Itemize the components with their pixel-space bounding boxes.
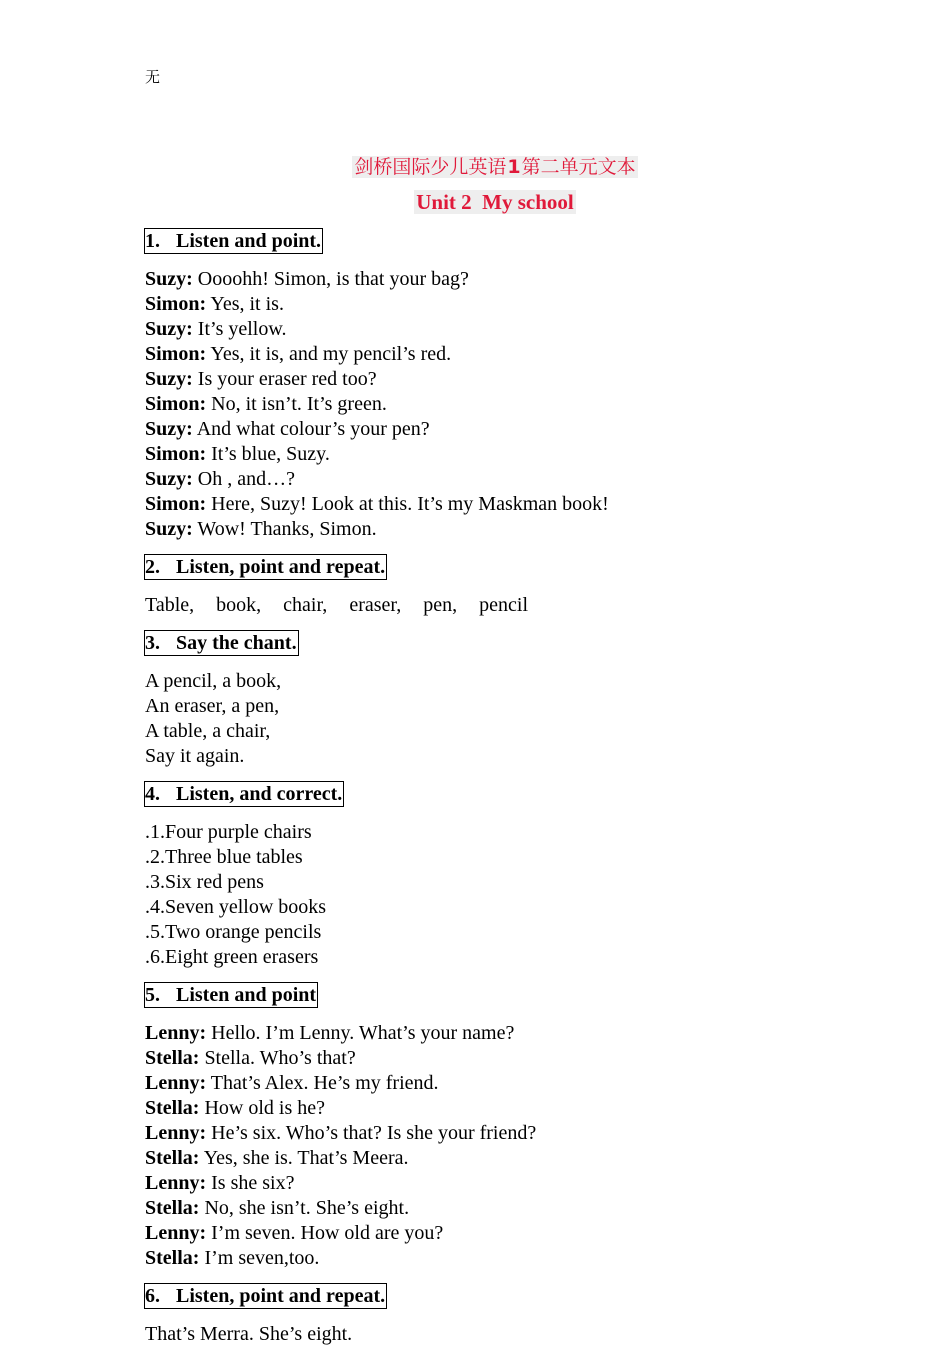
title-cn-number: 1 xyxy=(507,156,521,178)
title-en-text: Unit 2 My school xyxy=(416,190,574,214)
line-text: He’s six. Who’s that? Is she your friend? xyxy=(206,1122,537,1144)
word-item: chair, xyxy=(283,594,328,616)
text-line xyxy=(145,1221,865,1246)
line-text: .4.Seven yellow books xyxy=(145,896,327,918)
section-title: Listen, and correct. xyxy=(176,783,343,805)
line-text: Hello. I’m Lenny. What’s your name? xyxy=(206,1022,515,1044)
text-line xyxy=(145,1096,865,1121)
line-text: A table, a chair, xyxy=(145,720,271,742)
text-line xyxy=(145,417,865,442)
text-line xyxy=(145,1021,865,1046)
title-cn-part1: 剑桥国际少儿英语 xyxy=(354,156,507,178)
line-text: That’s Merra. She’s eight. xyxy=(145,1323,353,1345)
text-line xyxy=(145,920,865,945)
text-line xyxy=(145,1171,865,1196)
text-line xyxy=(145,719,865,744)
line-text: .3.Six red pens xyxy=(145,871,264,893)
text-line xyxy=(145,492,865,517)
text-line xyxy=(145,1246,865,1271)
section-title: Listen, point and repeat. xyxy=(176,556,386,578)
line-text: How old is he? xyxy=(199,1097,325,1119)
text-line xyxy=(145,1071,865,1096)
line-text: It’s yellow. xyxy=(192,318,287,340)
line-text: .5.Two orange pencils xyxy=(145,921,322,943)
speaker-name: Simon: xyxy=(145,293,207,315)
text-line xyxy=(145,342,865,367)
text-line xyxy=(145,317,865,342)
text-line xyxy=(145,517,865,542)
speaker-name: Stella: xyxy=(145,1197,200,1219)
speaker-name: Suzy: xyxy=(145,468,193,490)
section-heading xyxy=(144,630,299,656)
section-heading xyxy=(144,1283,387,1309)
speaker-name: Suzy: xyxy=(145,318,193,340)
text-line xyxy=(145,1146,865,1171)
section-number: 6. xyxy=(145,1285,160,1307)
word-item: Table, xyxy=(145,594,195,616)
text-line xyxy=(145,694,865,719)
speaker-name: Lenny: xyxy=(145,1022,207,1044)
document-title-english xyxy=(0,190,950,215)
text-line xyxy=(145,392,865,417)
text-line xyxy=(145,669,865,694)
title-cn-part2: 第二单元文本 xyxy=(521,156,636,178)
line-text: A pencil, a book, xyxy=(145,670,282,692)
text-block xyxy=(145,1322,865,1347)
line-text: No, she isn’t. She’s eight. xyxy=(199,1197,410,1219)
line-text: Yes, she is. That’s Meera. xyxy=(199,1147,409,1169)
line-text: Is she six? xyxy=(206,1172,295,1194)
speaker-name: Stella: xyxy=(145,1047,200,1069)
text-line xyxy=(145,1322,865,1347)
text-line xyxy=(145,467,865,492)
section-heading xyxy=(144,228,323,254)
text-line xyxy=(145,820,865,845)
text-line xyxy=(145,895,865,920)
speaker-name: Simon: xyxy=(145,343,207,365)
section-number: 4. xyxy=(145,783,160,805)
line-text: I’m seven,too. xyxy=(199,1247,320,1269)
header-note: 无 xyxy=(145,70,161,86)
word-list xyxy=(145,593,865,618)
word-item: pen, xyxy=(423,594,458,616)
speaker-name: Suzy: xyxy=(145,518,193,540)
line-text: .1.Four purple chairs xyxy=(145,821,312,843)
text-line xyxy=(145,845,865,870)
line-text: Stella. Who’s that? xyxy=(199,1047,356,1069)
speaker-name: Stella: xyxy=(145,1147,200,1169)
text-line xyxy=(145,870,865,895)
section-number: 3. xyxy=(145,632,160,654)
speaker-name: Suzy: xyxy=(145,368,193,390)
text-line xyxy=(145,744,865,769)
text-block xyxy=(145,1021,865,1271)
line-text: And what colour’s your pen? xyxy=(192,418,430,440)
speaker-name: Simon: xyxy=(145,443,207,465)
line-text: An eraser, a pen, xyxy=(145,695,280,717)
line-text: Wow! Thanks, Simon. xyxy=(192,518,377,540)
word-item: book, xyxy=(216,594,262,616)
text-line xyxy=(145,442,865,467)
text-block xyxy=(145,820,865,970)
speaker-name: Suzy: xyxy=(145,268,193,290)
section-title: Say the chant. xyxy=(176,632,297,654)
section-number: 1. xyxy=(145,230,160,252)
text-line xyxy=(145,1196,865,1221)
speaker-name: Lenny: xyxy=(145,1172,207,1194)
text-line xyxy=(145,267,865,292)
line-text: Yes, it is. xyxy=(206,293,284,315)
section-number: 2. xyxy=(145,556,160,578)
section-title: Listen, point and repeat. xyxy=(176,1285,386,1307)
section-heading xyxy=(144,554,387,580)
line-text: Say it again. xyxy=(145,745,245,767)
section-title: Listen and point xyxy=(176,984,317,1006)
word-item: pencil xyxy=(479,594,529,616)
text-line xyxy=(145,1121,865,1146)
document-title-chinese xyxy=(0,152,950,179)
section-heading xyxy=(144,781,344,807)
text-line xyxy=(145,945,865,970)
line-text: Oh , and…? xyxy=(192,468,295,490)
line-text: Oooohh! Simon, is that your bag? xyxy=(192,268,469,290)
section-number: 5. xyxy=(145,984,160,1006)
text-block xyxy=(145,267,865,542)
speaker-name: Suzy: xyxy=(145,418,193,440)
word-item: eraser, xyxy=(349,594,402,616)
speaker-name: Lenny: xyxy=(145,1072,207,1094)
speaker-name: Simon: xyxy=(145,393,207,415)
text-line xyxy=(145,292,865,317)
speaker-name: Lenny: xyxy=(145,1222,207,1244)
line-text: I’m seven. How old are you? xyxy=(206,1222,444,1244)
speaker-name: Simon: xyxy=(145,493,207,515)
line-text: .2.Three blue tables xyxy=(145,846,303,868)
section-title: Listen and point. xyxy=(176,230,322,252)
line-text: That’s Alex. He’s my friend. xyxy=(206,1072,439,1094)
text-line xyxy=(145,1046,865,1071)
line-text: It’s blue, Suzy. xyxy=(206,443,330,465)
line-text: Is your eraser red too? xyxy=(192,368,377,390)
text-line xyxy=(145,367,865,392)
speaker-name: Lenny: xyxy=(145,1122,207,1144)
speaker-name: Stella: xyxy=(145,1247,200,1269)
line-text: .6.Eight green erasers xyxy=(145,946,319,968)
line-text: Here, Suzy! Look at this. It’s my Maskman book! xyxy=(206,493,609,515)
line-text: Yes, it is, and my pencil’s red. xyxy=(206,343,452,365)
section-heading xyxy=(144,982,318,1008)
speaker-name: Stella: xyxy=(145,1097,200,1119)
title-cn-highlight xyxy=(352,156,637,178)
document-body xyxy=(145,228,865,1359)
line-text: No, it isn’t. It’s green. xyxy=(206,393,387,415)
text-block xyxy=(145,669,865,769)
